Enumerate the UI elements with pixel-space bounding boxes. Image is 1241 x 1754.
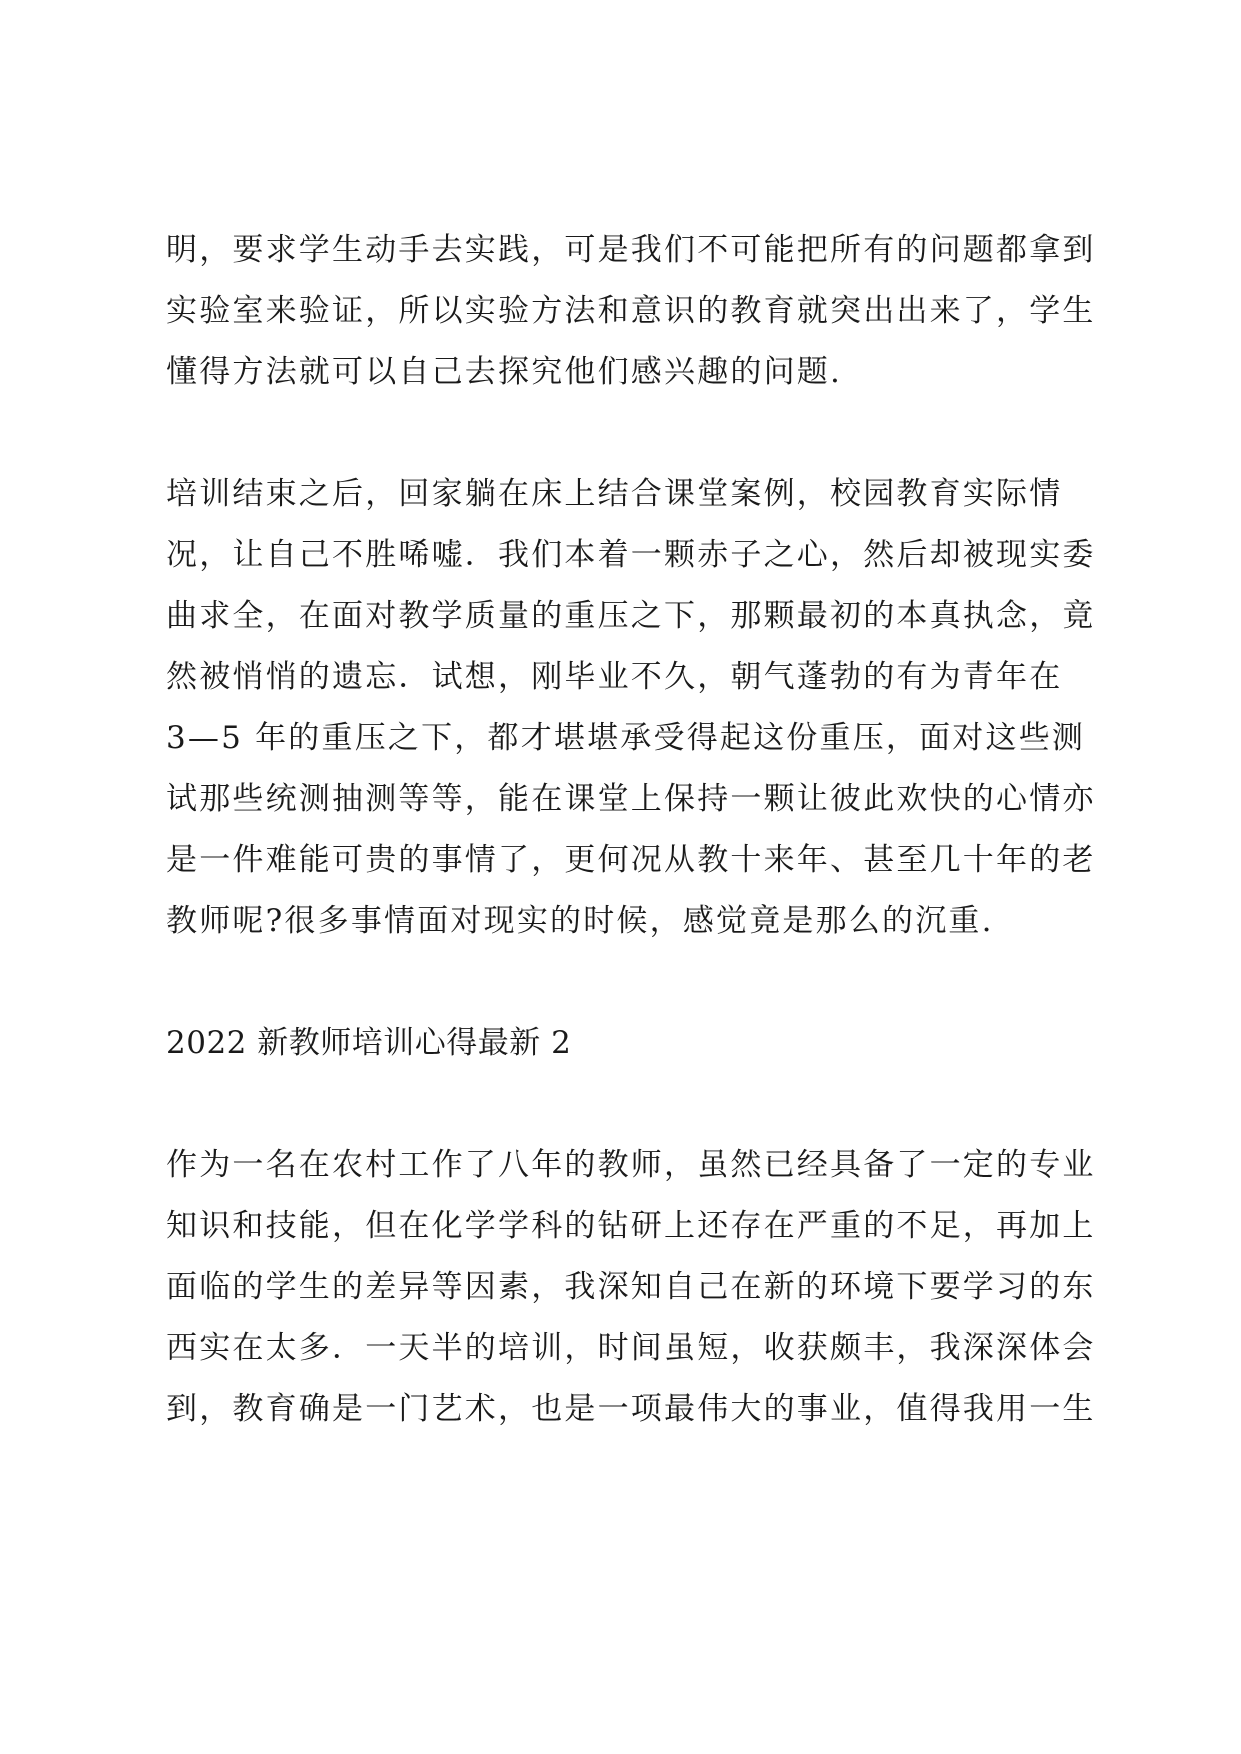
paragraph-line: 作为一名在农村工作了八年的教师，虽然已经具备了一定的专业 — [166, 1147, 1096, 1183]
paragraph-line: 知识和技能，但在化学学科的钻研上还存在严重的不足，再加上 — [166, 1208, 1096, 1244]
paragraph-line: 是一件难能可贵的事情了，更何况从教十来年、甚至几十年的老 — [166, 842, 1096, 878]
paragraph-line: 西实在太多．一天半的培训，时间虽短，收获颇丰，我深深体会 — [166, 1330, 1096, 1366]
paragraph-line: 明，要求学生动手去实践，可是我们不可能把所有的问题都拿到 — [166, 232, 1096, 268]
paragraph-line: 况，让自己不胜唏嘘．我们本着一颗赤子之心，然后却被现实委 — [166, 537, 1096, 573]
paragraph-line: 到，教育确是一门艺术，也是一项最伟大的事业，值得我用一生 — [166, 1391, 1096, 1427]
paragraph-line: 曲求全，在面对教学质量的重压之下，那颗最初的本真执念，竟 — [166, 598, 1096, 634]
paragraph-line: 教师呢?很多事情面对现实的时候，感觉竟是那么的沉重. — [166, 903, 994, 939]
paragraph-line: 培训结束之后，回家躺在床上结合课堂案例，校园教育实际情 — [166, 476, 1063, 512]
section-heading: 2022 新教师培训心得最新 2 — [166, 1025, 572, 1061]
paragraph-line: 懂得方法就可以自己去探究他们感兴趣的问题. — [166, 354, 843, 390]
paragraph-line: 然被悄悄的遗忘．试想，刚毕业不久，朝气蓬勃的有为青年在 — [166, 659, 1063, 695]
paragraph-line: 面临的学生的差异等因素，我深知自己在新的环境下要学习的东 — [166, 1269, 1096, 1305]
paragraph-line: 实验室来验证，所以实验方法和意识的教育就突出出来了，学生 — [166, 293, 1096, 329]
paragraph-line: 3—5 年的重压之下，都才堪堪承受得起这份重压，面对这些测 — [166, 720, 1086, 756]
paragraph-line: 试那些统测抽测等等，能在课堂上保持一颗让彼此欢快的心情亦 — [166, 781, 1096, 817]
